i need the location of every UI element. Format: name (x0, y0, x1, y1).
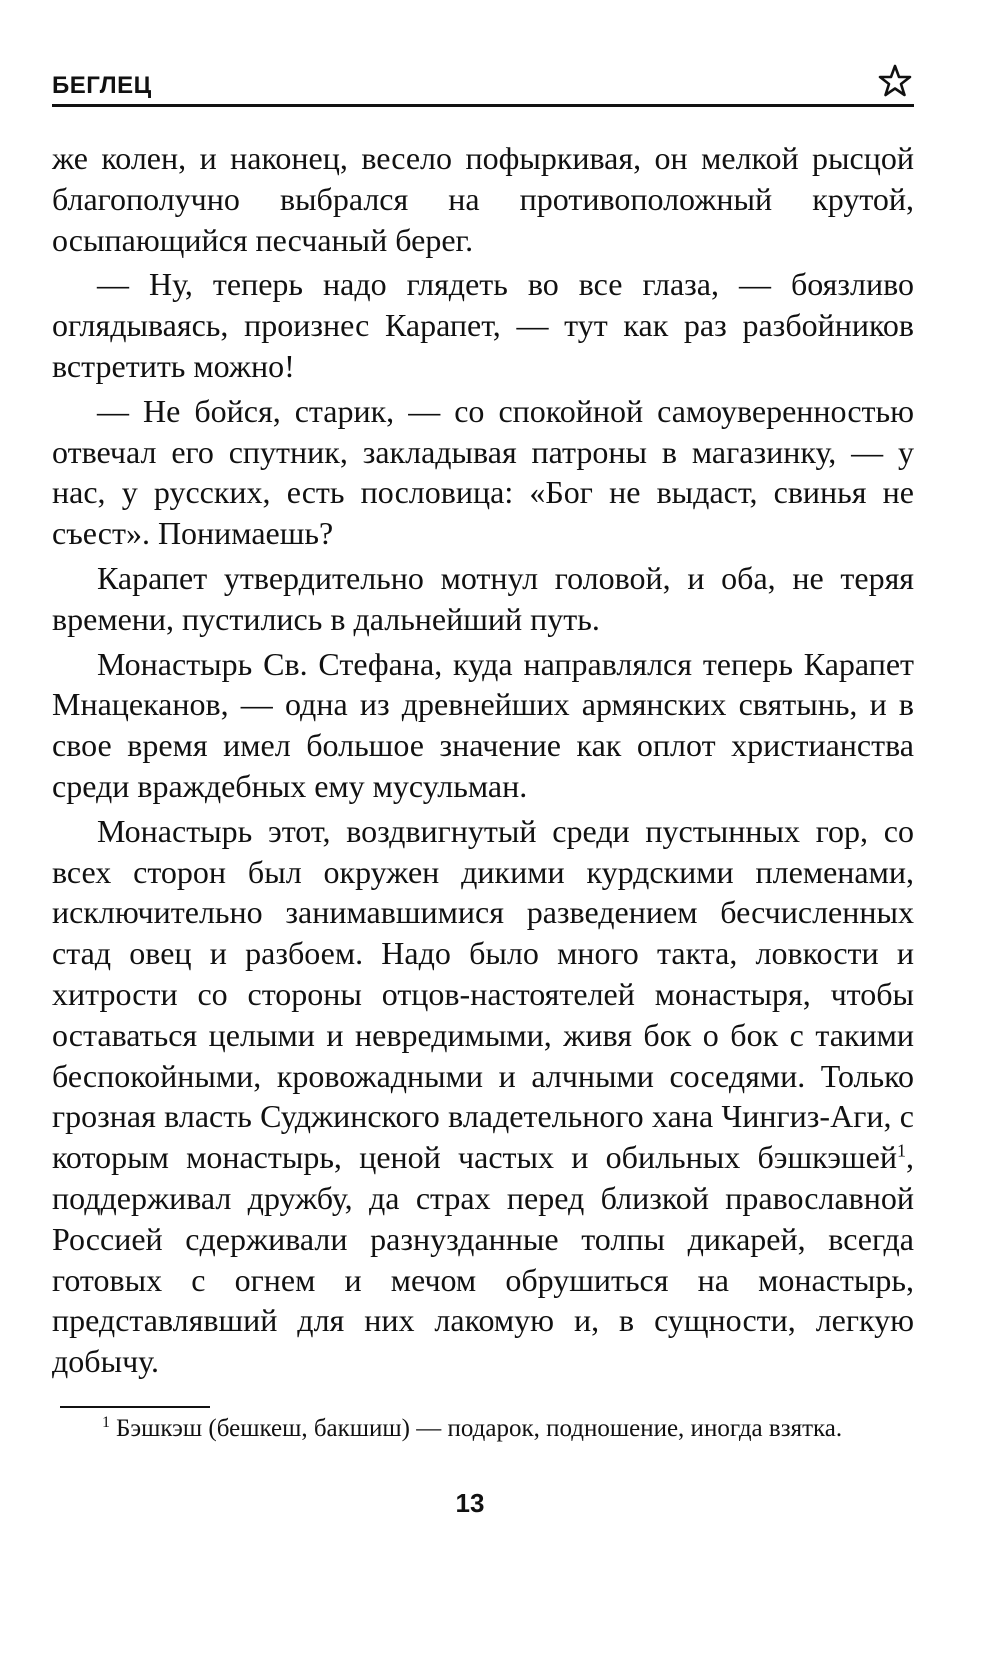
footnote-rule (60, 1406, 210, 1408)
paragraph-3: — Не бойся, старик, — со спокойной самоуверенностью отвечал его спутник, закладывая патроны в магазинку, — у нас, у русских, есть пословица: «Бог не выдаст, свинья не съест». Понимаешь? (52, 392, 914, 552)
paragraph-6 (52, 811, 914, 1382)
footnote-number: 1 (102, 1413, 110, 1431)
page-number: 13 (455, 1488, 485, 1518)
page-header (52, 64, 912, 108)
paragraph-6-part-2: , поддерживал дружбу, да страх перед близкой православной Россией сдерживали разнузданные толпы дикарей, всегда готовых с огнем и мечом обрушиться на монастырь, представлявший для них лакомую и, в сущности, легкую добычу. (52, 1139, 914, 1380)
running-title: БЕГЛЕЦ (52, 72, 152, 99)
paragraph-4: Карапет утвердительно мотнул головой, и оба, не теряя времени, пустились в дальнейший путь. (52, 559, 914, 637)
paragraph-5: Монастырь Св. Стефана, куда направлялся теперь Карапет Мнацеканов, — одна из древнейших армянских святынь, и в свое время имел большое значение как оплот христианства среди враждебных ему мусульман. (52, 645, 914, 804)
paragraph-2: — Ну, теперь надо глядеть во все глаза, — боязливо оглядываясь, произнес Карапет, — тут как раз разбойников встретить можно! (52, 266, 914, 384)
header-rule (52, 104, 914, 107)
footnote-reference: 1 (897, 1140, 906, 1161)
paragraph-1: же колен, и наконец, весело пофыркивая, он мелкой рысцой благополучно выбрался на противоположный крутой, осыпающийся песчаный берег. (52, 140, 914, 258)
footnote-text: Бэшкэш (бешкеш, бакшиш) — подарок, подношение, иногда взятка. (116, 1415, 843, 1442)
footnote (60, 1412, 912, 1446)
paragraph-6-part-1: Монастырь этот, воздвигнутый среди пустынных гор, со всех сторон был окружен дикими курдскими племенами, исключительно занимавшимися разведением бесчисленных стад овец и разбоем. Надо было много такта, ловкости и хитрости со стороны отцов-настоятелей монастыря, чтобы оставаться целыми и невредимыми, живя бок о бок с такими беспокойными, кровожадными и алчными соседями. Только грозная власть Суджинского владетельного хана Чингиз-Аги, с которым монастырь, ценой частых и обильных бэшкэшей (52, 812, 914, 1176)
star-outline-icon (878, 64, 912, 98)
main-text (52, 138, 914, 1386)
